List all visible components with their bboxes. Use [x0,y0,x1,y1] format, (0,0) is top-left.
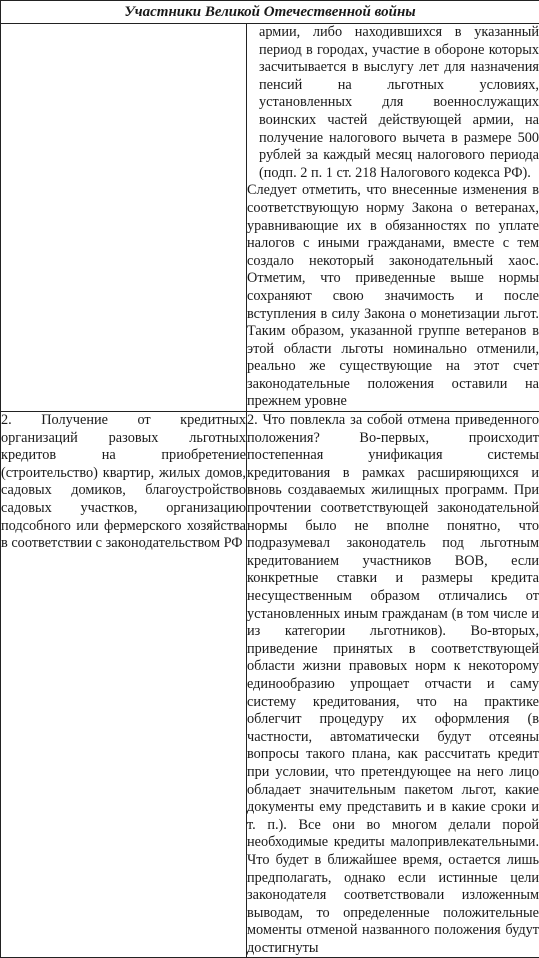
continued-text: армии, либо находившихся в указанный период в городах, участие в обороне которых засчитывается в выслугу лет для назначения пенсий на льготных условиях, установленных для военнослужащих воинских частей действующей армии, на получение налогового вычета в размере 500 рублей за каждый месяц налогового периода (подп. 2 п. 1 ст. 218 Налогового кодекса РФ). [247,24,539,182]
commentary-paragraph: Следует отметить, что внесенные изменения в соответствующую норму Закона о ветеранах, уравнивающие их в обязанностях по уплате налогов с иными гражданами, вместе с тем создало некоторый законодательный хаос. Отметим, что приведенные выше нормы сохраняют свою значимость и после вступления в силу Закона о монетизации льгот. Таким образом, указанной группе ветеранов в этой области льготы номинально отменили, реально же существующие на этот счет законодательные положения оставили на прежнем уровне [247,182,539,411]
left-cell-empty [1,24,247,412]
table-title: Участники Великой Отечественной войны [1,1,539,24]
commentary-paragraph: 2. Что повлекла за собой отмена приведенного положения? Во-первых, происходит постепенная унификация системы кредитования в рамках расширяющихся и вновь создаваемых жилищных программ. При прочтении соответствующей законодательной нормы было не вполне понятно, что подразумевал законодатель под льготным кредитованием участников ВОВ, если конкретные ставки и размеры кредита несущественным образом отличались от установленных иным гражданам (в том числе и из категории льготников). Во-вторых, приведение принятых в соответствующей области жизни правовых норм к некоторому единообразию упрощает отчасти и саму систему кредитования, что на практике облегчит процедуру их оформления (в частности, автоматически будут отсеяны вопросы такого плана, как рассчитать кредит при условии, что претендующее на него лицо обладает значительным пакетом льгот, какие документы ему представить и в какие сроки и т. п.). Все они во многом делали порой необходимые кредиты малопривлекательными. Что будет в ближайшее время, остается лишь предполагать, однако если истинные цели законодателя соответствовали изложенным выводам, то определенные положительные моменты отменой названного положения будут достигнуты [247,412,539,957]
left-cell-provision: 2. Получение от кредитных организаций разовых льготных кредитов на приобретение (строительство) квартир, жилых домов, садовых домиков, благоустройство садовых участков, организацию подсобного или фермерского хозяйства в соответствии с законодательством РФ [1,412,247,958]
table-header-row [1,1,539,24]
table-row [1,412,539,958]
table-row [1,24,539,412]
right-cell [247,24,539,412]
right-cell [247,412,539,958]
